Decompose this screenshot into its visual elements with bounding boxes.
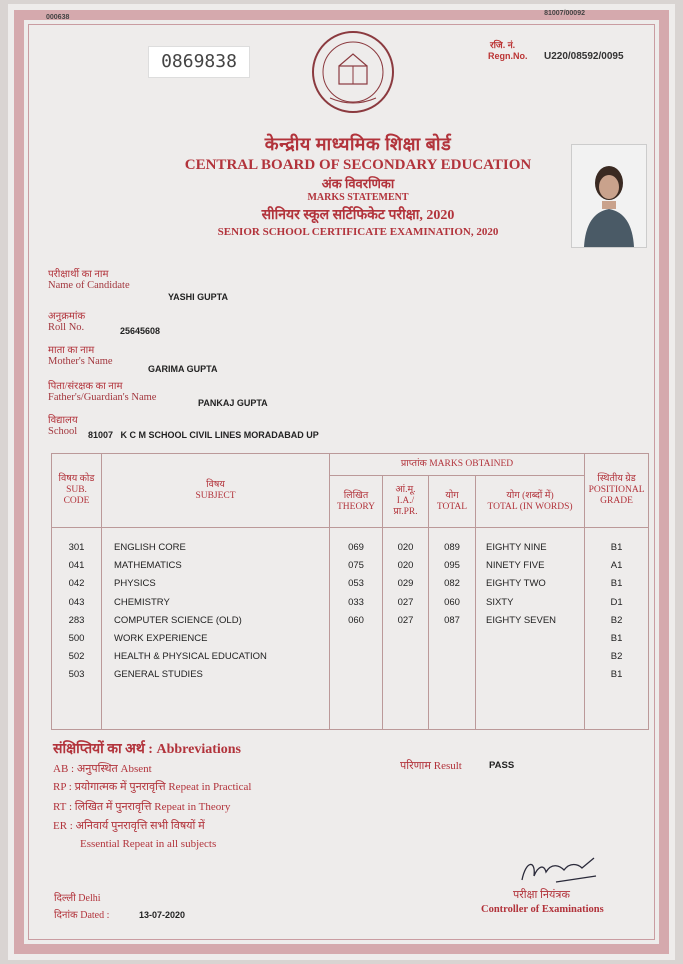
header-grade-hi: स्थितीय ग्रेड — [597, 474, 636, 485]
table-row-total — [430, 633, 474, 651]
mother-name-label — [48, 342, 113, 367]
table-row-grade: D1 — [610, 596, 623, 608]
table-row-grade: B1 — [610, 669, 623, 681]
mother-name-label-hi: माता का नाम — [48, 345, 95, 356]
table-row-code: 043 — [68, 596, 85, 608]
candidate-name: YASHI GUPTA — [168, 292, 229, 302]
exam-title-hi: सीनियर स्कूल सर्टिफिकेट परीक्षा, 2020 — [261, 208, 455, 223]
cbse-emblem-icon — [310, 28, 396, 120]
table-row-subject: PHYSICS — [114, 578, 156, 590]
roll-number-label-en: Roll No. — [48, 322, 85, 333]
table-row-ia: 020 — [397, 542, 414, 553]
header-ia-pr — [383, 476, 429, 528]
candidate-name-label — [48, 266, 130, 291]
table-row-ia: 029 — [397, 578, 414, 590]
abbreviations-title: संक्षिप्तियों का अर्थ : Abbreviations — [53, 742, 242, 757]
header-total-en: TOTAL — [436, 501, 468, 512]
abbreviation-er-en: Essential Repeat in all subjects — [80, 838, 217, 850]
header-code-en1: SUB. — [66, 485, 87, 496]
header-total-hi: योग — [445, 490, 459, 501]
exam-title-en: SENIOR SCHOOL CERTIFICATE EXAMINATION, 2020 — [217, 226, 499, 238]
dated-value: 13-07-2020 — [139, 910, 186, 920]
table-row-code: 503 — [68, 669, 85, 681]
header-ia-en: I.A./ — [396, 496, 415, 507]
table-row-subject: GENERAL STUDIES — [114, 669, 203, 681]
statement-title-en: MARKS STATEMENT — [307, 192, 409, 203]
table-row-words: NINETY FIVE — [486, 560, 545, 572]
ia-column — [383, 528, 429, 730]
table-row-grade: B2 — [610, 614, 623, 626]
table-row-theory: 053 — [348, 578, 364, 590]
abbreviation-rt: RT : लिखित में पुनरावृत्ति Repeat in Theory — [53, 801, 231, 813]
theory-column — [330, 528, 383, 730]
table-row-grade: A1 — [610, 560, 623, 572]
marks-statement-document — [8, 4, 675, 960]
table-row-code: 500 — [68, 632, 85, 644]
total-column — [429, 528, 476, 730]
table-row-theory: 033 — [348, 596, 364, 608]
school-label — [48, 412, 78, 437]
header-theory-hi: लिखित — [343, 490, 369, 501]
candidate-name-label-hi: परीक्षार्थी का नाम — [48, 269, 109, 280]
table-row-words: SIXTY — [486, 596, 514, 608]
school-label-en: School — [48, 426, 78, 437]
table-row-theory — [331, 651, 381, 669]
table-row-ia — [384, 669, 427, 687]
table-row-grade: B1 — [610, 578, 623, 590]
table-row-subject: WORK EXPERIENCE — [114, 632, 208, 644]
roll-number: 25645608 — [120, 326, 161, 336]
header-words-hi: योग (शब्दों में) — [506, 490, 554, 501]
table-row-words: EIGHTY SEVEN — [486, 614, 557, 626]
result-value: PASS — [489, 760, 515, 771]
table-row-ia: 020 — [397, 560, 414, 572]
grade-column — [585, 528, 649, 730]
header-code-en2: CODE — [63, 495, 90, 506]
candidate-portrait-icon — [572, 145, 646, 247]
table-row-theory — [331, 633, 381, 651]
regn-number: U220/08592/0095 — [544, 51, 624, 62]
serial-number: 0869838 — [148, 46, 250, 78]
table-row-ia: 027 — [397, 596, 414, 608]
table-row-ia — [384, 633, 427, 651]
header-grade-en2: GRADE — [600, 495, 633, 506]
abbreviation-er: ER : अनिवार्य पुनरावृत्ति सभी विषयों में — [53, 820, 205, 832]
table-row-code: 041 — [68, 560, 85, 572]
mother-name-label-en: Mother's Name — [48, 356, 113, 367]
regn-label-en: Regn.No. — [488, 51, 528, 61]
header-subject-en: SUBJECT — [195, 490, 236, 501]
school-name: 81007 K C M SCHOOL CIVIL LINES MORADABAD UP — [88, 430, 319, 440]
board-name-en: CENTRAL BOARD OF SECONDARY EDUCATION — [184, 157, 532, 173]
table-row-total: 089 — [444, 542, 460, 553]
table-row-subject: ENGLISH CORE — [114, 542, 186, 553]
table-row-total — [430, 651, 474, 669]
header-marks-obtained: प्राप्तांक MARKS OBTAINED — [330, 454, 585, 476]
marks-table — [51, 453, 649, 730]
father-name-label — [48, 378, 156, 403]
header-grade-en1: POSITIONAL — [588, 485, 645, 496]
corner-number-left: 000638 — [46, 14, 70, 21]
header-total-words — [476, 476, 585, 528]
father-name-label-en: Father's/Guardian's Name — [48, 392, 157, 403]
table-row-total — [430, 669, 474, 687]
table-row-subject: MATHEMATICS — [114, 560, 182, 572]
table-row-code: 301 — [68, 542, 85, 553]
header-sub-code — [52, 454, 102, 528]
table-row-grade: B1 — [610, 632, 623, 644]
controller-signature-icon — [516, 852, 606, 892]
table-row-ia — [384, 651, 427, 669]
table-row-code: 502 — [68, 651, 85, 663]
table-row-words — [486, 633, 583, 651]
table-row-ia: 027 — [397, 614, 414, 626]
roll-number-label-hi: अनुक्रमांक — [48, 311, 86, 322]
controller-title-en: Controller of Examinations — [481, 904, 604, 915]
table-row-grade: B1 — [610, 542, 623, 553]
header-theory — [330, 476, 383, 528]
table-row-words — [486, 651, 583, 669]
header-ia-hi: आं.मू. — [395, 485, 416, 496]
father-name: PANKAJ GUPTA — [198, 398, 268, 408]
roll-number-label — [48, 308, 85, 333]
result-label: परिणाम Result — [400, 760, 462, 772]
table-row-theory: 060 — [348, 614, 364, 626]
header-subject — [102, 454, 330, 528]
table-row-theory: 069 — [348, 542, 364, 553]
table-row-words: EIGHTY TWO — [486, 578, 546, 590]
header-total — [429, 476, 476, 528]
header-theory-en: THEORY — [337, 501, 375, 512]
header-subject-hi: विषय — [206, 479, 225, 490]
table-row-code: 283 — [68, 614, 85, 626]
abbreviation-rp: RP : प्रयोगात्मक में पुनरावृत्ति Repeat in Practical — [53, 781, 252, 793]
dated-label: दिनांक Dated : — [54, 910, 110, 921]
abbreviation-ab: AB : अनुपस्थित Absent — [53, 763, 152, 775]
table-row-subject: COMPUTER SCIENCE (OLD) — [114, 614, 242, 626]
header-words-en: TOTAL (IN WORDS) — [487, 501, 573, 512]
regn-label — [488, 38, 528, 61]
code-column — [52, 528, 102, 730]
regn-label-hi: रजि. नं. — [490, 40, 516, 50]
document-heading — [108, 132, 608, 238]
words-column — [476, 528, 585, 730]
corner-number-right: 81007/00092 — [544, 10, 585, 17]
table-row-subject: HEALTH & PHYSICAL EDUCATION — [114, 651, 267, 663]
candidate-name-label-en: Name of Candidate — [48, 280, 130, 291]
place-of-issue: दिल्ली Delhi — [54, 893, 101, 904]
header-code-hi: विषय कोड — [58, 474, 95, 485]
controller-title-hi: परीक्षा नियंत्रक — [513, 889, 570, 901]
header-pr: प्रा.PR. — [393, 506, 418, 517]
table-row-total: 082 — [444, 578, 460, 590]
mother-name: GARIMA GUPTA — [148, 364, 218, 374]
table-row-theory: 075 — [348, 560, 364, 572]
table-row-grade: B2 — [610, 651, 623, 663]
table-row-total: 095 — [444, 560, 460, 572]
father-name-label-hi: पिता/संरक्षक का नाम — [48, 381, 123, 392]
header-positional-grade — [585, 454, 649, 528]
table-row-total: 087 — [444, 614, 460, 626]
subject-column — [102, 528, 330, 730]
board-name-hi: केन्द्रीय माध्यमिक शिक्षा बोर्ड — [264, 134, 452, 154]
statement-title-hi: अंक विवरणिका — [321, 176, 395, 191]
candidate-photo — [571, 144, 647, 248]
table-row-theory — [331, 669, 381, 687]
school-label-hi: विद्यालय — [48, 415, 78, 426]
table-row-total: 060 — [444, 596, 460, 608]
table-row-words: EIGHTY NINE — [486, 542, 547, 553]
table-row-code: 042 — [68, 578, 85, 590]
table-row-subject: CHEMISTRY — [114, 596, 170, 608]
table-row-words — [486, 669, 583, 687]
